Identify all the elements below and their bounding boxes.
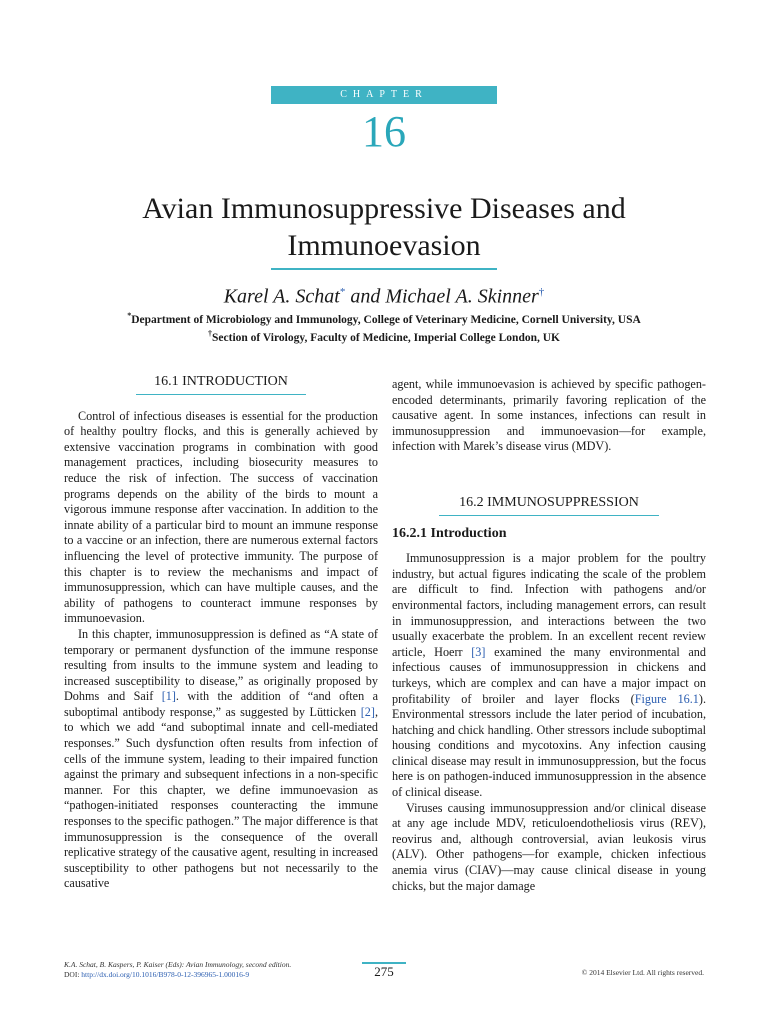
affiliation-cornell-mark: * xyxy=(127,311,132,320)
intro-paragraph-2-text-a: In this chapter, immunosuppression is defined as “A state of temporary or permanent dysfunction of the immune response resulting from insults to the immune system and leading to increased susceptibility to disease,” as originally proposed by Dohms and Saif xyxy=(64,626,378,704)
affiliation-imperial xyxy=(60,326,708,346)
affiliation-imperial-mark: † xyxy=(208,329,213,338)
intro-paragraph-1: Control of infectious diseases is essential for the production of healthy poultry flocks, and this is generally achieved by extensive vaccination programs in combination with good management practices, including biosecurity measures to reduce the risk of infection. The success of vaccination programs depends on the ability of the birds to mount a vigorous immune response after vaccination. In addition to the innate ability of a particular bird to mount an immune response to a vaccine or an infection, there are numerous external factors influencing the level of protective immunity. The purpose of this chapter is to review the mechanisms and impact of immunosuppression, which can have multiple causes, and the ability of pathogens to counteract immune responses by immunoevasion. xyxy=(64,408,378,626)
section-heading-introduction: 16.1 INTRODUCTION xyxy=(154,374,288,389)
intro-paragraph-2-text-c: , to which we add “and suboptimal innate and cell-mediated responses.” Such dysfunction often results from infection of cells of the immune system, leading to their impaired function against the primary and subsequent infections in a non-specific manner. For this chapter, we define immunoevasion as “pathogen-initiated responses counteracting the immune responses to the specific pathogen.” The major difference is that immunosuppression is the consequence of the overall replicative strategy of the causative agent, resulting in increased susceptibility to other pathogens but not necessarily to the causative xyxy=(64,704,378,891)
doi-label: DOI: xyxy=(64,970,82,979)
doi-link[interactable]: http://dx.doi.org/10.1016/B978-0-12-396965-1.00016-9 xyxy=(81,970,250,979)
immunosuppression-paragraph-1-text-c: ). Environmental stressors include the later period of incubation, hatching and chick handling. Other stressors include suboptimal housing conditions and mycotoxins. Any infection causing clinical disease may result in immunosuppression, but the focus here is on pathogen-induced immunosuppression in the absence of clinical disease. xyxy=(392,691,707,800)
copyright-notice: © 2014 Elsevier Ltd. All rights reserved. xyxy=(581,968,704,977)
title-divider xyxy=(271,268,497,270)
left-column xyxy=(64,374,378,892)
intro-continued-paragraph: agent, while immunoevasion is achieved by specific pathogen-encoded determinants, primarily favoring replication of the causative agent. In some instances, infections can result in immunosuppression and immunoevasion—for example, infection with Marek’s disease virus (MDV). xyxy=(392,377,706,454)
intro-paragraph-2-text-b: . with the addition of “and often a suboptimal antibody response,” as suggested by Lütticken xyxy=(64,689,378,719)
intro-paragraph-2 xyxy=(64,627,378,892)
affiliation-cornell-text: Department of Microbiology and Immunology, College of Veterinary Medicine, Cornell University, USA xyxy=(131,313,641,326)
immunosuppression-paragraph-1-text-a: Immunosuppression is a major problem for the poultry industry, but actual figures indicating the scale of the problem are difficult to find. Infection with pathogens and/or environmental factors, including management errors, can result in immunosuppression, and interactions between the two usually exacerbate the problem. In an excellent recent review article, Hoerr xyxy=(392,551,706,659)
chapter-label: CHAPTER xyxy=(271,86,497,104)
author-schat: Karel A. Schat xyxy=(223,285,340,308)
immunosuppression-paragraph-2: Viruses causing immunosuppression and/or clinical disease at any age include MDV, reticuloendotheliosis virus (REV), reovirus and, although controversial, avian leukosis virus (ALV). Other pathogens—for example, chicken infectious anemia virus (CIAV)—may cause clinical disease in young chicks, but the major damage xyxy=(392,800,706,893)
chapter-number: 16 xyxy=(362,107,406,156)
section-heading-immunosuppression: 16.2 IMMUNOSUPPRESSION xyxy=(459,494,639,510)
author-skinner-mark[interactable]: † xyxy=(538,286,545,298)
figure-link-16-1[interactable]: Figure 16.1 xyxy=(634,691,699,706)
author-schat-mark[interactable]: * xyxy=(339,286,346,298)
reference-link-1[interactable]: [1] xyxy=(161,689,176,704)
chapter-title-line2: Immunoevasion xyxy=(287,229,481,262)
subsection-heading-introduction: 16.2.1 Introduction xyxy=(392,525,507,541)
immunosuppression-paragraph-1 xyxy=(392,551,706,801)
author-and: and xyxy=(345,285,386,308)
reference-link-2[interactable]: [2] xyxy=(360,704,375,719)
page-number: 275 xyxy=(374,964,394,979)
author-skinner: Michael A. Skinner xyxy=(385,285,539,308)
chapter-title-line1: Avian Immunosuppressive Diseases and xyxy=(142,192,626,225)
right-column xyxy=(392,377,706,894)
immunosuppression-paragraph-1-text-b: examined the many environmental and infectious causes of immunosuppression in chickens and turkeys, which are complex and can have a major impact on profitability of broiler and layer flocks ( xyxy=(392,644,706,706)
chapter-title xyxy=(60,190,708,264)
reference-link-3[interactable]: [3] xyxy=(471,644,486,659)
affiliation-imperial-text: Section of Virology, Faculty of Medicine, Imperial College London, UK xyxy=(212,331,560,344)
footer-citation xyxy=(64,960,291,980)
author-line xyxy=(60,280,708,309)
affiliation-cornell xyxy=(60,308,708,328)
book-citation: K.A. Schat, B. Kaspers, P. Kaiser (Eds): Avian Immunology, second edition. xyxy=(64,960,292,969)
